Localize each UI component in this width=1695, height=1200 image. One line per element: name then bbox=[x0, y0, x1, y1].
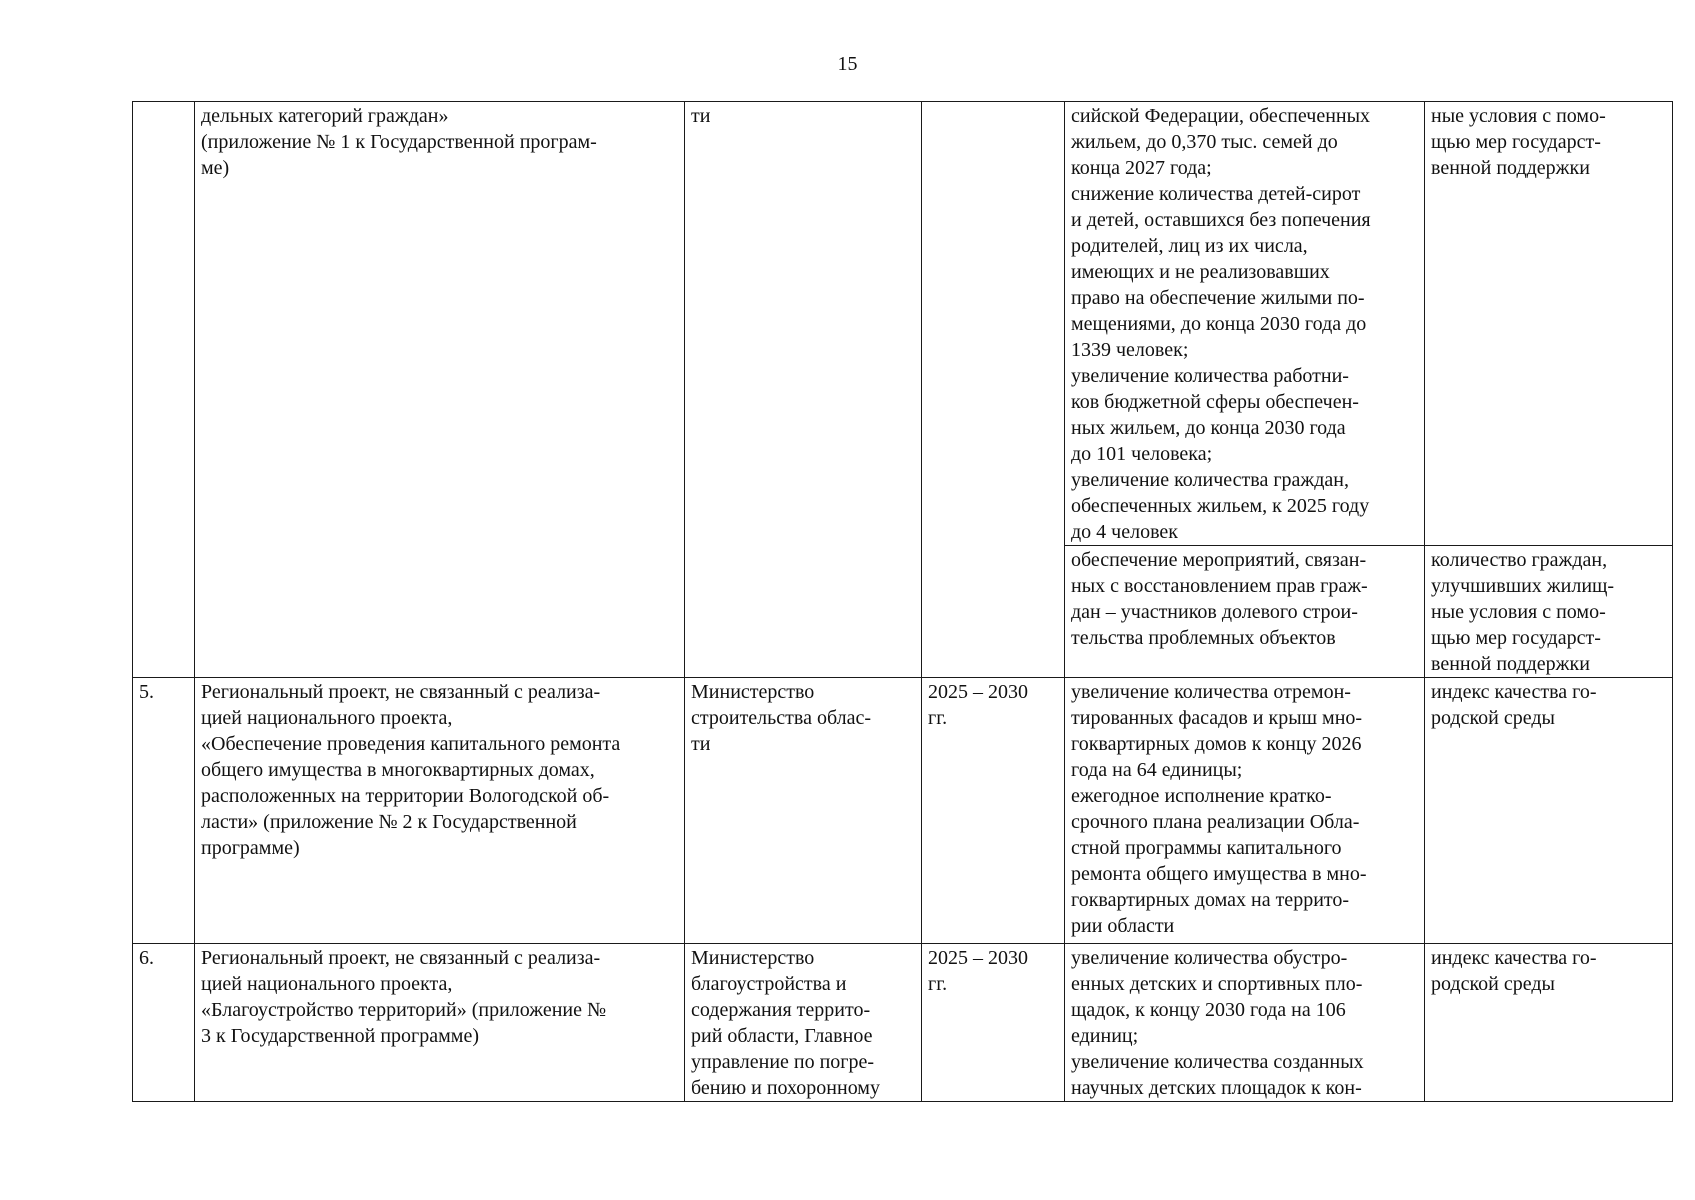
responsible-cell: ти bbox=[685, 102, 922, 678]
project-name-cell: Региональный проект, не связанный с реализа- цией национального проекта, «Обеспечение проведения капитального ремонта общего имущества в многоквартирных домах, расположенных на территории Вологодской об- ласти» (приложение № 2 к Государственной программе) bbox=[195, 678, 685, 944]
term-cell: 2025 – 2030 гг. bbox=[922, 678, 1065, 944]
goal-cell: сийской Федерации, обеспеченных жильем, до 0,370 тыс. семей до конца 2027 года; снижение количества детей-сирот и детей, оставшихся без попечения родителей, лиц из их числа, имеющих и не реализовавших право на обеспечение жилыми по- мещениями, до конца 2030 года до 1339 человек; увеличение количества работни- ков бюджетной сферы обеспечен- ных жильем, до конца 2030 года до 101 человека; увеличение количества граждан, обеспеченных жильем, к 2025 году до 4 человек bbox=[1065, 102, 1425, 546]
goal-cell: увеличение количества отремон- тированных фасадов и крыш мно- гоквартирных домов к концу 2026 года на 64 единицы; ежегодное исполнение кратко- срочного плана реализации Обла- стной программы капитального ремонта общего имущества в мно- гоквартирных домах на террито- рии области bbox=[1065, 678, 1425, 944]
indicator-cell: количество граждан, улучшивших жилищ- ные условия с помо- щью мер государст- венной поддержки bbox=[1425, 546, 1673, 678]
row-number-cell bbox=[133, 102, 195, 678]
indicator-cell: ные условия с помо- щью мер государст- венной поддержки bbox=[1425, 102, 1673, 546]
term-cell bbox=[922, 102, 1065, 678]
row-number-cell: 5. bbox=[133, 678, 195, 944]
goal-cell: увеличение количества обустро- енных детских и спортивных пло- щадок, к концу 2030 года на 106 единиц; увеличение количества созданных научных детских площадок к кон- bbox=[1065, 944, 1425, 1102]
program-table bbox=[132, 101, 1673, 1102]
goal-cell: обеспечение мероприятий, связан- ных с восстановлением прав граж- дан – участников долевого строи- тельства проблемных объектов bbox=[1065, 546, 1425, 678]
table-row bbox=[133, 678, 1673, 944]
row-number-cell: 6. bbox=[133, 944, 195, 1102]
term-cell: 2025 – 2030 гг. bbox=[922, 944, 1065, 1102]
project-name-cell: дельных категорий граждан» (приложение № 1 к Государственной програм- ме) bbox=[195, 102, 685, 678]
indicator-cell: индекс качества го- родской среды bbox=[1425, 678, 1673, 944]
table-row bbox=[133, 102, 1673, 546]
responsible-cell: Министерство строительства облас- ти bbox=[685, 678, 922, 944]
indicator-cell: индекс качества го- родской среды bbox=[1425, 944, 1673, 1102]
table-row bbox=[133, 944, 1673, 1102]
responsible-cell: Министерство благоустройства и содержания террито- рий области, Главное управление по погре- бению и похоронному bbox=[685, 944, 922, 1102]
page-number: 15 bbox=[837, 53, 858, 75]
project-name-cell: Региональный проект, не связанный с реализа- цией национального проекта, «Благоустройство территорий» (приложение № 3 к Государственной программе) bbox=[195, 944, 685, 1102]
